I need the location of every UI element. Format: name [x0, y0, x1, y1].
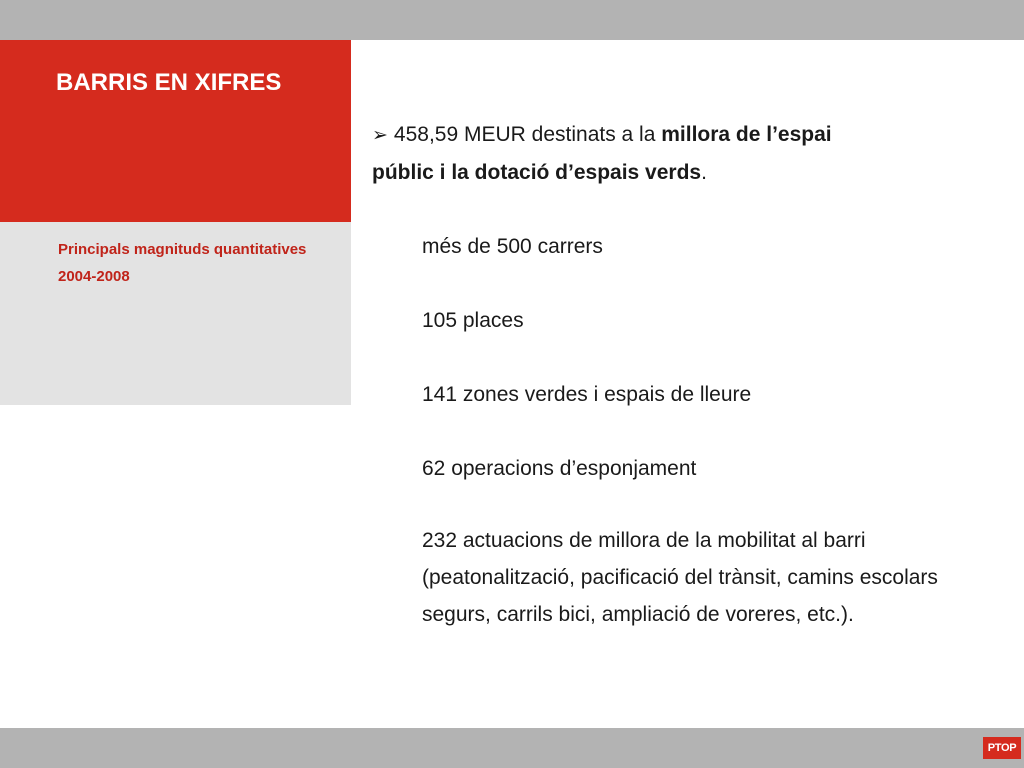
- ptop-logo: PTOP: [983, 737, 1021, 759]
- top-bar: [0, 0, 1024, 40]
- bottom-bar: [0, 728, 1024, 768]
- list-item: 62 operacions d’esponjament: [422, 457, 697, 480]
- list-item: 232 actuacions de millora de la mobilitat al barri (peatonalització, pacificació del trànsit, camins escolars segurs, carrils bici, ampliació de voreres, etc.).: [422, 529, 938, 626]
- arrow-bullet-icon: ➢: [372, 125, 388, 146]
- slide-subtitle: Principals magnituds quantitatives 2004-2008: [58, 241, 307, 285]
- content-area: [372, 116, 992, 626]
- list-item: 105 places: [422, 309, 524, 332]
- bullet-bold-1: millora de l’espai: [661, 123, 832, 146]
- bullet-prefix: 458,59 MEUR destinats a la: [393, 123, 662, 146]
- subtitle-block: [0, 222, 351, 405]
- list-item: més de 500 carrers: [422, 235, 603, 258]
- title-block: [0, 40, 351, 222]
- bullet-end: .: [701, 161, 707, 184]
- bullet-line-2: [372, 154, 992, 191]
- bullet-point: [372, 116, 992, 154]
- list-item: 141 zones verdes i espais de lleure: [422, 383, 752, 406]
- slide-title: BARRIS EN XIFRES: [56, 69, 282, 96]
- bullet-bold-2: públic i la dotació d’espais verds: [372, 161, 702, 184]
